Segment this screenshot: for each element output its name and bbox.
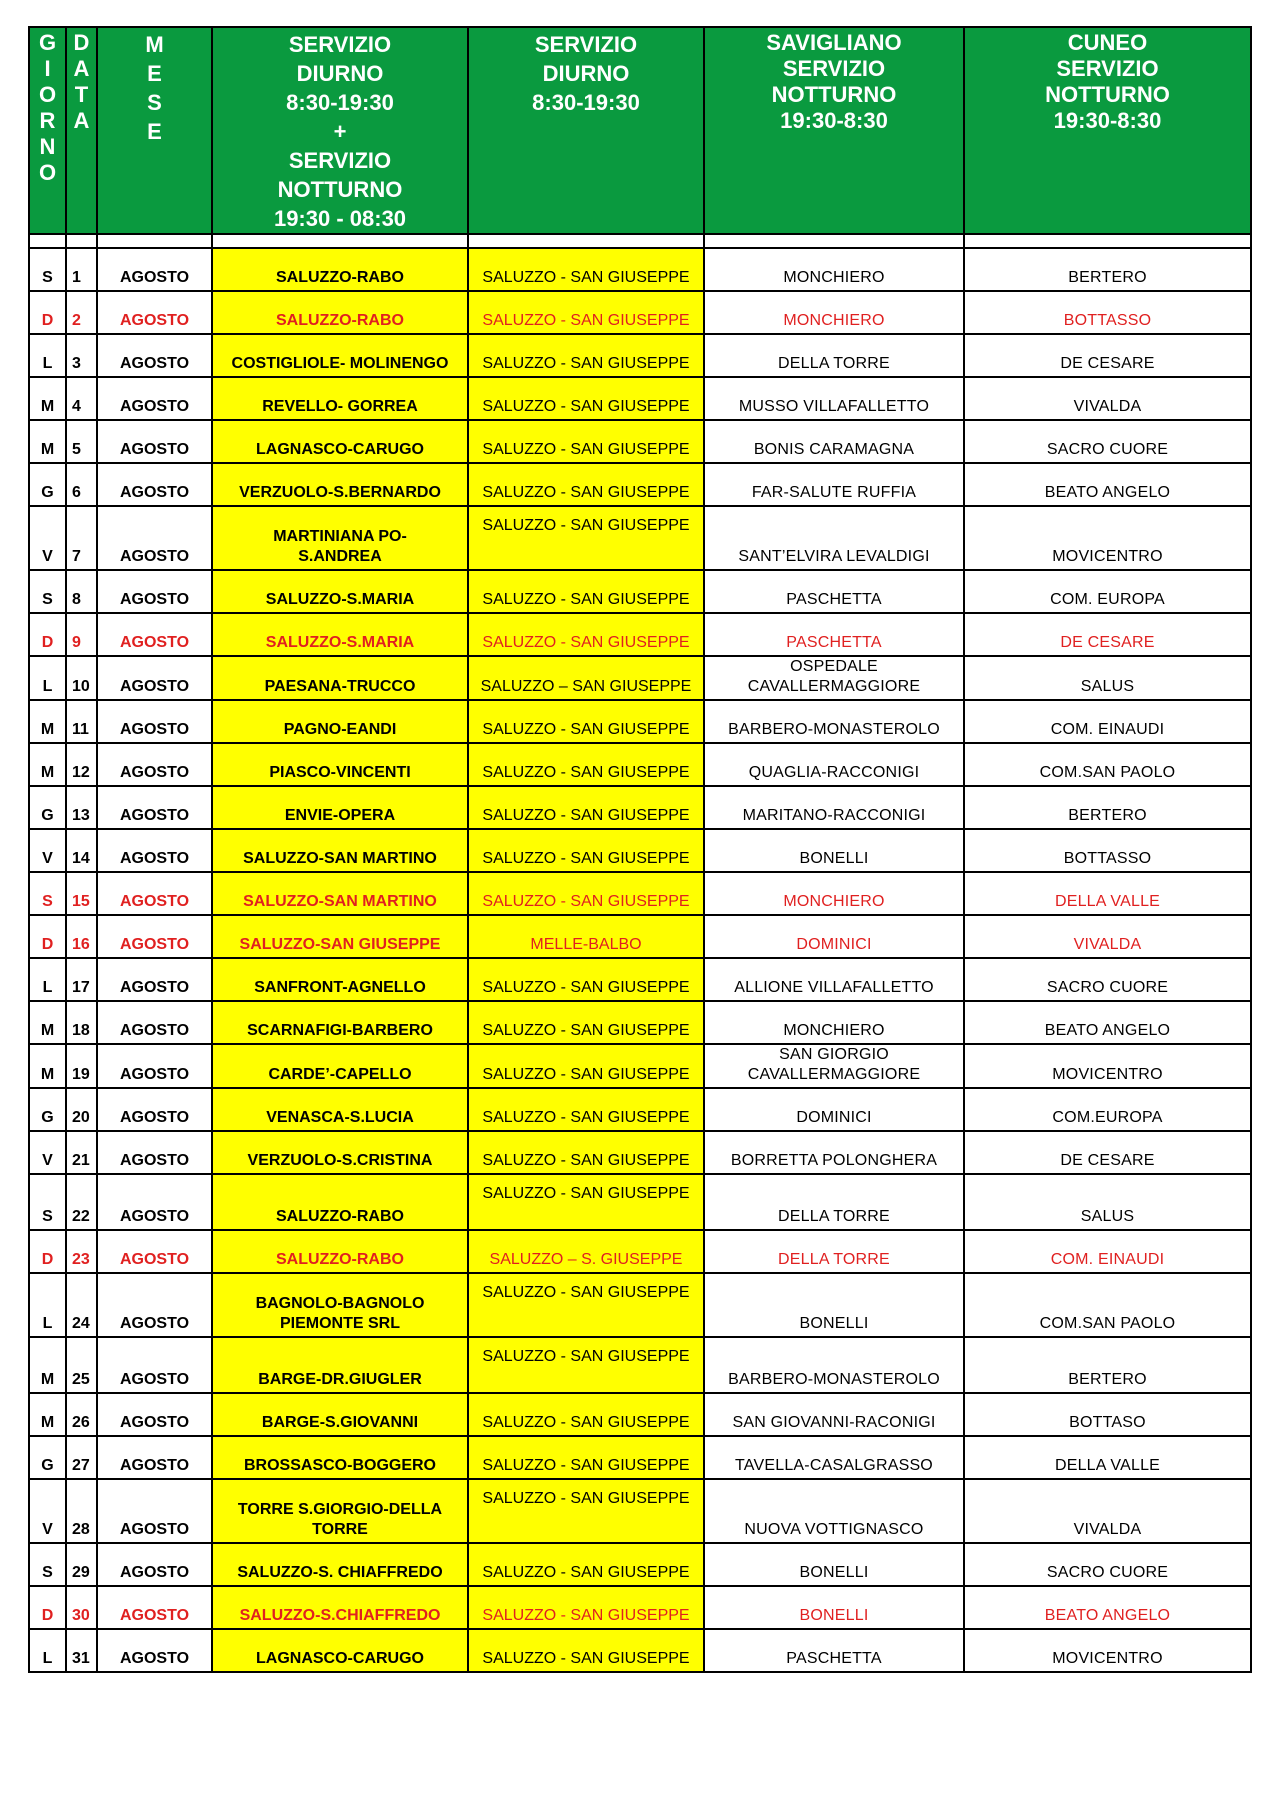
day-night-service-cell: SALUZZO-SAN MARTINO <box>212 829 468 872</box>
month-cell: AGOSTO <box>97 1174 212 1230</box>
day-of-week-cell: S <box>29 248 66 291</box>
table-row <box>29 1273 1251 1337</box>
date-cell: 3 <box>66 334 97 377</box>
month-cell: AGOSTO <box>97 613 212 656</box>
day-night-service-cell: PAESANA-TRUCCO <box>212 656 468 700</box>
day-night-service-cell: SALUZZO-RABO <box>212 1230 468 1273</box>
day-service-cell: SALUZZO - SAN GIUSEPPE <box>468 291 704 334</box>
day-of-week-cell: G <box>29 463 66 506</box>
day-of-week-cell: D <box>29 915 66 958</box>
cuneo-night-cell: VIVALDA <box>964 377 1251 420</box>
month-cell: AGOSTO <box>97 463 212 506</box>
month-cell: AGOSTO <box>97 1479 212 1543</box>
cuneo-night-cell: SACRO CUORE <box>964 958 1251 1001</box>
savigliano-night-cell: DELLA TORRE <box>704 1174 964 1230</box>
day-service-cell: MELLE-BALBO <box>468 915 704 958</box>
cell-line: OSPEDALE <box>790 658 878 675</box>
day-service-cell: SALUZZO - SAN GIUSEPPE <box>468 1174 704 1230</box>
date-cell: 17 <box>66 958 97 1001</box>
savigliano-night-cell: QUAGLIA-RACCONIGI <box>704 743 964 786</box>
savigliano-night-cell: BONELLI <box>704 1543 964 1586</box>
date-cell: 25 <box>66 1337 97 1393</box>
cuneo-night-cell: DE CESARE <box>964 1131 1251 1174</box>
header-giorno: G I O R N O <box>29 27 66 234</box>
date-cell: 13 <box>66 786 97 829</box>
savigliano-night-cell: MONCHIERO <box>704 291 964 334</box>
table-row <box>29 1088 1251 1131</box>
date-cell: 14 <box>66 829 97 872</box>
date-cell: 23 <box>66 1230 97 1273</box>
cell-line: PIEMONTE SRL <box>279 1315 400 1332</box>
day-service-cell: SALUZZO - SAN GIUSEPPE <box>468 700 704 743</box>
day-service-cell: SALUZZO - SAN GIUSEPPE <box>468 570 704 613</box>
day-of-week-cell: G <box>29 1436 66 1479</box>
table-row <box>29 1001 1251 1044</box>
cuneo-night-cell: BOTTASSO <box>964 829 1251 872</box>
pharmacy-schedule-table <box>28 26 1252 1673</box>
day-of-week-cell: V <box>29 829 66 872</box>
day-of-week-cell: G <box>29 786 66 829</box>
day-service-cell: SALUZZO - SAN GIUSEPPE <box>468 1393 704 1436</box>
date-cell: 1 <box>66 248 97 291</box>
cuneo-night-cell: DELLA VALLE <box>964 1436 1251 1479</box>
savigliano-night-cell: BONELLI <box>704 829 964 872</box>
table-row <box>29 248 1251 291</box>
day-of-week-cell: M <box>29 420 66 463</box>
table-row <box>29 1337 1251 1393</box>
day-of-week-cell: M <box>29 700 66 743</box>
cuneo-night-cell: BEATO ANGELO <box>964 1001 1251 1044</box>
date-cell: 8 <box>66 570 97 613</box>
cell-line: TORRE S.GIORGIO-DELLA <box>237 1501 443 1518</box>
month-cell: AGOSTO <box>97 829 212 872</box>
cuneo-night-cell: SALUS <box>964 656 1251 700</box>
day-of-week-cell: V <box>29 1479 66 1543</box>
day-night-service-cell: VERZUOLO-S.BERNARDO <box>212 463 468 506</box>
day-of-week-cell: V <box>29 506 66 570</box>
month-cell: AGOSTO <box>97 334 212 377</box>
day-of-week-cell: M <box>29 1337 66 1393</box>
savigliano-night-cell: SANT’ELVIRA LEVALDIGI <box>704 506 964 570</box>
day-night-service-cell: SANFRONT-AGNELLO <box>212 958 468 1001</box>
day-service-cell: SALUZZO - SAN GIUSEPPE <box>468 1586 704 1629</box>
table-row <box>29 1044 1251 1088</box>
day-of-week-cell: L <box>29 334 66 377</box>
date-cell: 5 <box>66 420 97 463</box>
header-cuneo: CUNEO SERVIZIO NOTTURNO 19:30-8:30 <box>964 27 1251 234</box>
day-service-cell: SALUZZO - SAN GIUSEPPE <box>468 1436 704 1479</box>
table-row <box>29 1436 1251 1479</box>
table-row <box>29 700 1251 743</box>
month-cell: AGOSTO <box>97 291 212 334</box>
day-service-cell: SALUZZO - SAN GIUSEPPE <box>468 334 704 377</box>
savigliano-night-cell: DOMINICI <box>704 915 964 958</box>
date-cell: 9 <box>66 613 97 656</box>
savigliano-night-cell: BONELLI <box>704 1586 964 1629</box>
month-cell: AGOSTO <box>97 1273 212 1337</box>
cell-line: S.ANDREA <box>298 548 382 565</box>
date-cell: 2 <box>66 291 97 334</box>
date-cell: 21 <box>66 1131 97 1174</box>
table-row <box>29 463 1251 506</box>
day-of-week-cell: D <box>29 613 66 656</box>
day-night-service-cell: SALUZZO-RABO <box>212 248 468 291</box>
savigliano-night-cell: MARITANO-RACCONIGI <box>704 786 964 829</box>
day-night-service-cell <box>212 1273 468 1337</box>
savigliano-night-cell: FAR-SALUTE RUFFIA <box>704 463 964 506</box>
day-service-cell: SALUZZO - SAN GIUSEPPE <box>468 1001 704 1044</box>
day-night-service-cell: SALUZZO-RABO <box>212 291 468 334</box>
day-night-service-cell: VENASCA-S.LUCIA <box>212 1088 468 1131</box>
table-row <box>29 1479 1251 1543</box>
savigliano-night-cell: PASCHETTA <box>704 613 964 656</box>
date-cell: 19 <box>66 1044 97 1088</box>
table-row <box>29 829 1251 872</box>
table-row <box>29 377 1251 420</box>
day-service-cell: SALUZZO - SAN GIUSEPPE <box>468 1479 704 1543</box>
month-cell: AGOSTO <box>97 1001 212 1044</box>
month-cell: AGOSTO <box>97 872 212 915</box>
day-night-service-cell: SCARNAFIGI-BARBERO <box>212 1001 468 1044</box>
cell-line: CAVALLERMAGGIORE <box>747 1066 921 1083</box>
table-row <box>29 334 1251 377</box>
date-cell: 24 <box>66 1273 97 1337</box>
cuneo-night-cell: COM. EINAUDI <box>964 1230 1251 1273</box>
day-night-service-cell: SALUZZO-SAN GIUSEPPE <box>212 915 468 958</box>
day-service-cell: SALUZZO - SAN GIUSEPPE <box>468 786 704 829</box>
date-cell: 28 <box>66 1479 97 1543</box>
day-of-week-cell: M <box>29 377 66 420</box>
day-service-cell: SALUZZO - SAN GIUSEPPE <box>468 377 704 420</box>
date-cell: 22 <box>66 1174 97 1230</box>
savigliano-night-cell: DELLA TORRE <box>704 1230 964 1273</box>
savigliano-night-cell <box>704 1044 964 1088</box>
day-night-service-cell: REVELLO- GORREA <box>212 377 468 420</box>
date-cell: 30 <box>66 1586 97 1629</box>
savigliano-night-cell: TAVELLA-CASALGRASSO <box>704 1436 964 1479</box>
cuneo-night-cell: MOVICENTRO <box>964 506 1251 570</box>
day-night-service-cell: PAGNO-EANDI <box>212 700 468 743</box>
header-servizio-diurno: SERVIZIO DIURNO 8:30-19:30 <box>468 27 704 234</box>
month-cell: AGOSTO <box>97 248 212 291</box>
savigliano-night-cell: MUSSO VILLAFALLETTO <box>704 377 964 420</box>
day-service-cell: SALUZZO - SAN GIUSEPPE <box>468 1543 704 1586</box>
table-row <box>29 291 1251 334</box>
date-cell: 29 <box>66 1543 97 1586</box>
day-service-cell: SALUZZO - SAN GIUSEPPE <box>468 1131 704 1174</box>
day-service-cell: SALUZZO - SAN GIUSEPPE <box>468 1044 704 1088</box>
day-service-cell: SALUZZO - SAN GIUSEPPE <box>468 1088 704 1131</box>
cuneo-night-cell: DE CESARE <box>964 613 1251 656</box>
day-of-week-cell: L <box>29 1629 66 1672</box>
month-cell: AGOSTO <box>97 377 212 420</box>
table-row <box>29 1586 1251 1629</box>
date-cell: 27 <box>66 1436 97 1479</box>
cuneo-night-cell: BEATO ANGELO <box>964 463 1251 506</box>
date-cell: 26 <box>66 1393 97 1436</box>
savigliano-night-cell: DELLA TORRE <box>704 334 964 377</box>
cuneo-night-cell: DE CESARE <box>964 334 1251 377</box>
day-of-week-cell: S <box>29 1174 66 1230</box>
day-of-week-cell: M <box>29 743 66 786</box>
day-of-week-cell: S <box>29 872 66 915</box>
cuneo-night-cell: MOVICENTRO <box>964 1629 1251 1672</box>
date-cell: 11 <box>66 700 97 743</box>
table-row <box>29 786 1251 829</box>
month-cell: AGOSTO <box>97 570 212 613</box>
cuneo-night-cell: MOVICENTRO <box>964 1044 1251 1088</box>
day-service-cell: SALUZZO - SAN GIUSEPPE <box>468 743 704 786</box>
cuneo-night-cell: BERTERO <box>964 786 1251 829</box>
month-cell: AGOSTO <box>97 958 212 1001</box>
month-cell: AGOSTO <box>97 1586 212 1629</box>
savigliano-night-cell: BORRETTA POLONGHERA <box>704 1131 964 1174</box>
day-night-service-cell <box>212 506 468 570</box>
month-cell: AGOSTO <box>97 1337 212 1393</box>
day-service-cell: SALUZZO - SAN GIUSEPPE <box>468 420 704 463</box>
savigliano-night-cell: DOMINICI <box>704 1088 964 1131</box>
cuneo-night-cell: COM.SAN PAOLO <box>964 743 1251 786</box>
month-cell: AGOSTO <box>97 743 212 786</box>
savigliano-night-cell: MONCHIERO <box>704 1001 964 1044</box>
day-of-week-cell: L <box>29 958 66 1001</box>
day-service-cell: SALUZZO - SAN GIUSEPPE <box>468 506 704 570</box>
table-row <box>29 872 1251 915</box>
cuneo-night-cell: BERTERO <box>964 248 1251 291</box>
savigliano-night-cell: BARBERO-MONASTEROLO <box>704 700 964 743</box>
cuneo-night-cell: SALUS <box>964 1174 1251 1230</box>
month-cell: AGOSTO <box>97 420 212 463</box>
month-cell: AGOSTO <box>97 1044 212 1088</box>
date-cell: 12 <box>66 743 97 786</box>
cuneo-night-cell: BOTTASSO <box>964 291 1251 334</box>
cuneo-night-cell: BOTTASO <box>964 1393 1251 1436</box>
savigliano-night-cell: MONCHIERO <box>704 248 964 291</box>
savigliano-night-cell: BONIS CARAMAGNA <box>704 420 964 463</box>
day-night-service-cell <box>212 1479 468 1543</box>
day-of-week-cell: D <box>29 1230 66 1273</box>
spacer-row <box>29 234 1251 248</box>
table-row <box>29 1174 1251 1230</box>
header-mese: M E S E <box>97 27 212 234</box>
month-cell: AGOSTO <box>97 700 212 743</box>
cell-line: TORRE <box>312 1521 368 1538</box>
day-night-service-cell: CARDE’-CAPELLO <box>212 1044 468 1088</box>
day-night-service-cell: BARGE-S.GIOVANNI <box>212 1393 468 1436</box>
table-row <box>29 1629 1251 1672</box>
table-row <box>29 915 1251 958</box>
cuneo-night-cell: SACRO CUORE <box>964 420 1251 463</box>
table-row <box>29 1543 1251 1586</box>
date-cell: 6 <box>66 463 97 506</box>
day-service-cell: SALUZZO - SAN GIUSEPPE <box>468 463 704 506</box>
day-night-service-cell: COSTIGLIOLE- MOLINENGO <box>212 334 468 377</box>
day-service-cell: SALUZZO - SAN GIUSEPPE <box>468 829 704 872</box>
cell-line: SAN GIORGIO <box>779 1046 889 1063</box>
month-cell: AGOSTO <box>97 1436 212 1479</box>
table-row <box>29 743 1251 786</box>
day-service-cell: SALUZZO - SAN GIUSEPPE <box>468 958 704 1001</box>
savigliano-night-cell: SAN GIOVANNI-RACONIGI <box>704 1393 964 1436</box>
day-of-week-cell: D <box>29 1586 66 1629</box>
cuneo-night-cell: SACRO CUORE <box>964 1543 1251 1586</box>
savigliano-night-cell: PASCHETTA <box>704 1629 964 1672</box>
day-of-week-cell: G <box>29 1088 66 1131</box>
day-night-service-cell: SALUZZO-S. CHIAFFREDO <box>212 1543 468 1586</box>
date-cell: 31 <box>66 1629 97 1672</box>
month-cell: AGOSTO <box>97 1088 212 1131</box>
savigliano-night-cell: NUOVA VOTTIGNASCO <box>704 1479 964 1543</box>
day-service-cell: SALUZZO - SAN GIUSEPPE <box>468 613 704 656</box>
date-cell: 10 <box>66 656 97 700</box>
table-row <box>29 613 1251 656</box>
table-row <box>29 420 1251 463</box>
month-cell: AGOSTO <box>97 915 212 958</box>
day-night-service-cell: SALUZZO-S.CHIAFFREDO <box>212 1586 468 1629</box>
month-cell: AGOSTO <box>97 656 212 700</box>
savigliano-night-cell: BARBERO-MONASTEROLO <box>704 1337 964 1393</box>
day-night-service-cell: SALUZZO-RABO <box>212 1174 468 1230</box>
day-service-cell: SALUZZO - SAN GIUSEPPE <box>468 248 704 291</box>
table-row <box>29 570 1251 613</box>
day-of-week-cell: M <box>29 1001 66 1044</box>
date-cell: 4 <box>66 377 97 420</box>
date-cell: 18 <box>66 1001 97 1044</box>
day-service-cell: SALUZZO - SAN GIUSEPPE <box>468 1629 704 1672</box>
day-service-cell: SALUZZO - SAN GIUSEPPE <box>468 1273 704 1337</box>
date-cell: 7 <box>66 506 97 570</box>
day-of-week-cell: L <box>29 1273 66 1337</box>
cuneo-night-cell: VIVALDA <box>964 1479 1251 1543</box>
day-night-service-cell: ENVIE-OPERA <box>212 786 468 829</box>
cell-line: CAVALLERMAGGIORE <box>747 678 921 695</box>
day-night-service-cell: SALUZZO-S.MARIA <box>212 570 468 613</box>
cell-line: BAGNOLO-BAGNOLO <box>255 1295 425 1312</box>
day-service-cell: SALUZZO - SAN GIUSEPPE <box>468 872 704 915</box>
cuneo-night-cell: COM.SAN PAOLO <box>964 1273 1251 1337</box>
day-of-week-cell: D <box>29 291 66 334</box>
day-night-service-cell: VERZUOLO-S.CRISTINA <box>212 1131 468 1174</box>
day-service-cell: SALUZZO - SAN GIUSEPPE <box>468 1337 704 1393</box>
savigliano-night-cell: MONCHIERO <box>704 872 964 915</box>
savigliano-night-cell: PASCHETTA <box>704 570 964 613</box>
header-data: D A T A <box>66 27 97 234</box>
table-header-row <box>29 27 1251 234</box>
cuneo-night-cell: BERTERO <box>964 1337 1251 1393</box>
header-servizio-diurno-notturno: SERVIZIO DIURNO 8:30-19:30 + SERVIZIO NOTTURNO 19:30 - 08:30 <box>212 27 468 234</box>
day-night-service-cell: SALUZZO-S.MARIA <box>212 613 468 656</box>
header-savigliano: SAVIGLIANO SERVIZIO NOTTURNO 19:30-8:30 <box>704 27 964 234</box>
day-night-service-cell: PIASCO-VINCENTI <box>212 743 468 786</box>
month-cell: AGOSTO <box>97 1543 212 1586</box>
cuneo-night-cell: DELLA VALLE <box>964 872 1251 915</box>
table-row <box>29 656 1251 700</box>
cuneo-night-cell: VIVALDA <box>964 915 1251 958</box>
table-row <box>29 1131 1251 1174</box>
savigliano-night-cell <box>704 656 964 700</box>
cell-line: MARTINIANA PO- <box>273 528 407 545</box>
date-cell: 16 <box>66 915 97 958</box>
day-service-cell: SALUZZO – SAN GIUSEPPE <box>468 656 704 700</box>
month-cell: AGOSTO <box>97 1131 212 1174</box>
cuneo-night-cell: BEATO ANGELO <box>964 1586 1251 1629</box>
cuneo-night-cell: COM. EUROPA <box>964 570 1251 613</box>
day-night-service-cell: LAGNASCO-CARUGO <box>212 420 468 463</box>
month-cell: AGOSTO <box>97 1393 212 1436</box>
date-cell: 15 <box>66 872 97 915</box>
day-night-service-cell: BROSSASCO-BOGGERO <box>212 1436 468 1479</box>
month-cell: AGOSTO <box>97 786 212 829</box>
day-of-week-cell: S <box>29 570 66 613</box>
month-cell: AGOSTO <box>97 1629 212 1672</box>
day-night-service-cell: BARGE-DR.GIUGLER <box>212 1337 468 1393</box>
day-of-week-cell: S <box>29 1543 66 1586</box>
day-night-service-cell: SALUZZO-SAN MARTINO <box>212 872 468 915</box>
day-night-service-cell: LAGNASCO-CARUGO <box>212 1629 468 1672</box>
table-row <box>29 1393 1251 1436</box>
table-row <box>29 506 1251 570</box>
cuneo-night-cell: COM.EUROPA <box>964 1088 1251 1131</box>
savigliano-night-cell: ALLIONE VILLAFALLETTO <box>704 958 964 1001</box>
savigliano-night-cell: BONELLI <box>704 1273 964 1337</box>
day-service-cell: SALUZZO – S. GIUSEPPE <box>468 1230 704 1273</box>
date-cell: 20 <box>66 1088 97 1131</box>
table-row <box>29 1230 1251 1273</box>
day-of-week-cell: L <box>29 656 66 700</box>
day-of-week-cell: M <box>29 1044 66 1088</box>
table-row <box>29 958 1251 1001</box>
day-of-week-cell: M <box>29 1393 66 1436</box>
month-cell: AGOSTO <box>97 1230 212 1273</box>
day-of-week-cell: V <box>29 1131 66 1174</box>
cuneo-night-cell: COM. EINAUDI <box>964 700 1251 743</box>
month-cell: AGOSTO <box>97 506 212 570</box>
